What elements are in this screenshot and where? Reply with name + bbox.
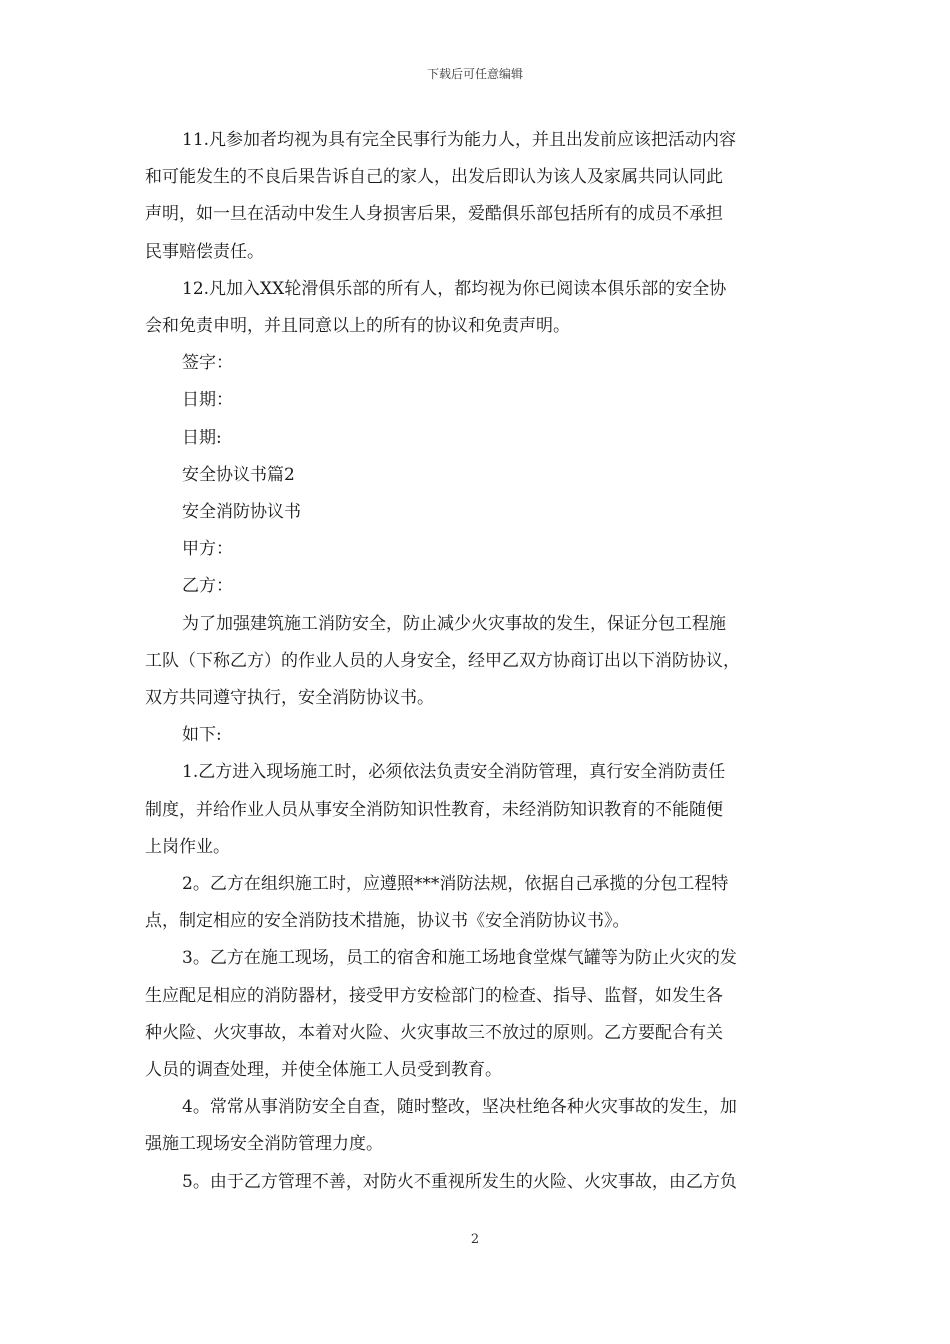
text-line: 安全协议书篇2	[182, 464, 295, 485]
text-line: 乙方：	[182, 576, 233, 597]
text-line: 甲方：	[182, 539, 233, 560]
text-line: 12.凡加入XX轮滑俱乐部的所有人，都均视为你已阅读本俱乐部的安全协	[182, 278, 727, 299]
text-line: 点，制定相应的安全消防技术措施，协议书《安全消防协议书》。	[145, 911, 630, 932]
text-line: 双方共同遵守执行，安全消防协议书。	[145, 688, 434, 709]
text-line: 2。乙方在组织施工时，应遵照***消防法规，依据自己承揽的分包工程特	[182, 874, 729, 895]
text-line: 签字：	[182, 353, 233, 374]
text-line: 4。常常从事消防安全自查，随时整改，坚决杜绝各种火灾事故的发生，加	[182, 1097, 737, 1118]
text-line: 如下:	[182, 725, 222, 746]
page-number: 2	[470, 1232, 480, 1247]
text-line: 安全消防协议书	[182, 502, 301, 523]
text-line: 日期:	[182, 427, 222, 448]
text-line: 种火险、火灾事故，本着对火险、火灾事故三不放过的原则。乙方要配合有关	[145, 1022, 723, 1043]
text-line: 11.凡参加者均视为具有完全民事行为能力人，并且出发前应该把活动内容	[182, 130, 737, 150]
text-line: 民事赔偿责任。	[145, 241, 264, 262]
text-line: 会和免责申明，并且同意以上的所有的协议和免责声明。	[145, 316, 570, 337]
text-line: 为了加强建筑施工消防安全，防止减少火灾事故的发生，保证分包工程施	[182, 613, 726, 634]
text-line: 3。乙方在施工现场，员工的宿舍和施工场地食堂煤气罐等为防止火灾的发	[182, 948, 737, 969]
text-line: 制度，并给作业人员从事安全消防知识性教育，未经消防知识教育的不能随便	[145, 799, 723, 820]
page-header: 下载后可任意编辑	[426, 67, 523, 81]
text-line: 和可能发生的不良后果告诉自己的家人，出发后即认为该人及家属共同认同此	[145, 167, 723, 188]
text-line: 声明，如一旦在活动中发生人身损害后果，爱酷俱乐部包括所有的成员不承担	[145, 204, 723, 225]
text-line: 日期：	[182, 390, 233, 411]
text-line: 生应配足相应的消防器材，接受甲方安检部门的检查、指导、监督，如发生各	[145, 985, 723, 1006]
text-line: 1.乙方进入现场施工时，必须依法负责安全消防管理，真行安全消防责任	[182, 762, 726, 783]
text-line: 上岗作业。	[145, 836, 230, 857]
document-body	[145, 122, 815, 1201]
text-line: 5。由于乙方管理不善，对防火不重视所发生的火险、火灾事故，由乙方负	[182, 1171, 737, 1192]
text-line: 强施工现场安全消防管理力度。	[145, 1134, 383, 1155]
text-line: 工队（下称乙方）的作业人员的人身安全，经甲乙双方协商订出以下消防协议，	[145, 650, 740, 671]
text-line: 人员的调查处理，并使全体施工人员受到教育。	[145, 1060, 502, 1081]
